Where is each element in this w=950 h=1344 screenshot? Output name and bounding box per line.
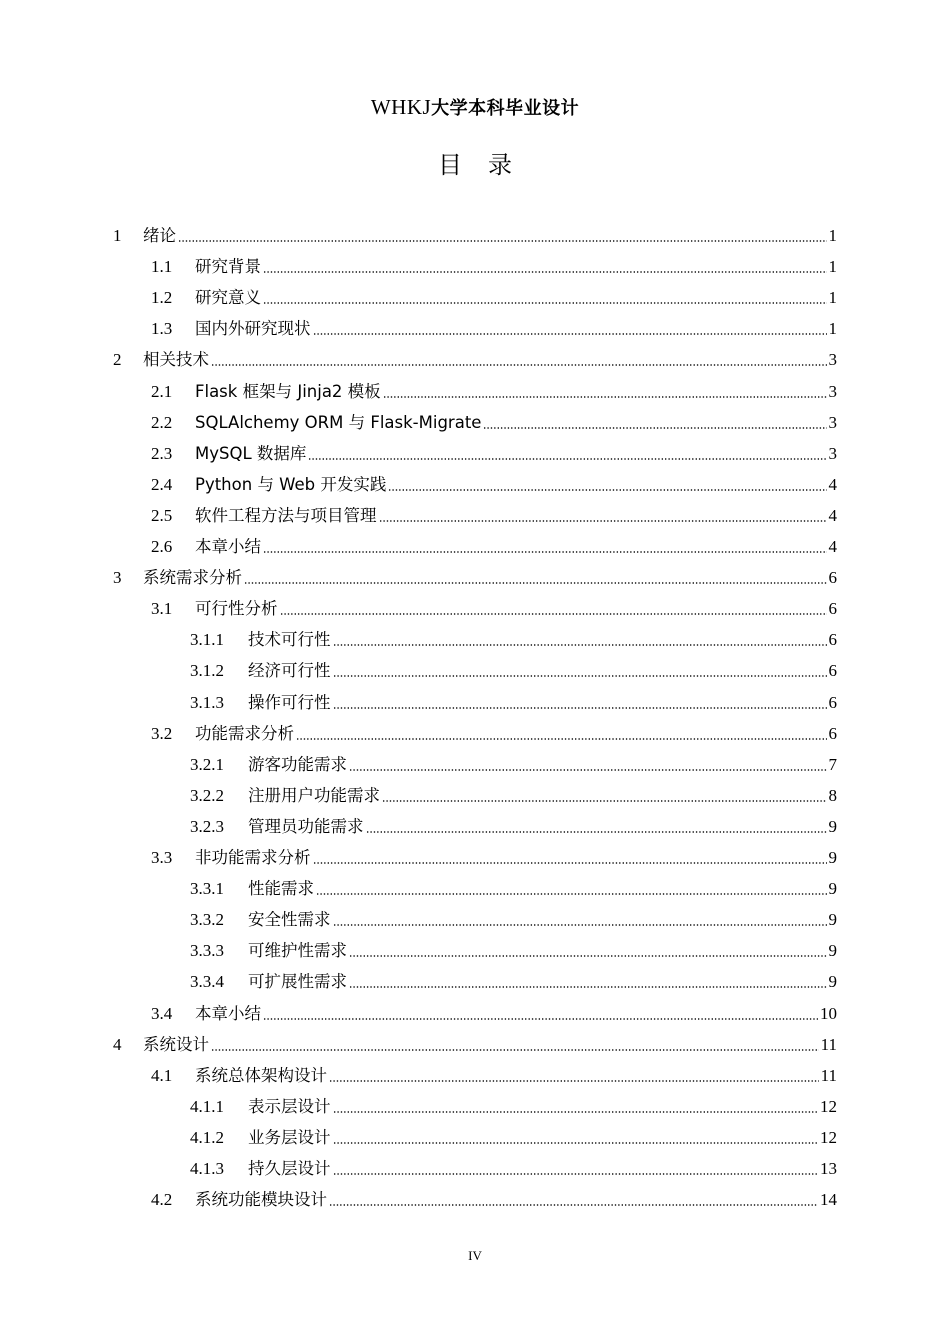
toc-entry-page-number: 6	[828, 692, 837, 712]
toc-dot-leader	[263, 270, 827, 274]
toc-dot-leader	[349, 954, 827, 958]
toc-entry-page-number: 1	[828, 319, 837, 339]
toc-dot-leader	[333, 674, 827, 678]
toc-entry[interactable]	[190, 619, 837, 650]
toc-entry[interactable]	[190, 1086, 837, 1117]
toc-entry[interactable]	[113, 215, 837, 246]
header-title-chinese: 大学本科毕业设计	[431, 98, 580, 119]
toc-dot-leader	[313, 332, 827, 336]
toc-entry-page-number: 1	[828, 288, 837, 308]
toc-entry[interactable]	[151, 993, 837, 1024]
toc-entry-title: 本章小结	[195, 537, 261, 556]
toc-dot-leader	[329, 1079, 819, 1083]
toc-entry-page-number: 10	[820, 1003, 837, 1023]
toc-entry-page-number: 6	[828, 568, 837, 588]
toc-entry[interactable]	[190, 1117, 837, 1148]
toc-entry-number: 4.1.2	[190, 1127, 224, 1147]
toc-entry[interactable]	[190, 775, 837, 806]
toc-entry-title: 系统总体架构设计	[195, 1065, 327, 1085]
toc-entry-number: 4.2	[151, 1190, 173, 1210]
toc-entry-number: 3.1	[151, 599, 173, 619]
toc-entry[interactable]	[151, 277, 837, 308]
toc-entry-number: 3.1.2	[190, 661, 224, 681]
toc-entry[interactable]	[190, 806, 837, 837]
toc-entry[interactable]	[190, 899, 837, 930]
toc-entry-title: 系统设计	[143, 1034, 209, 1054]
toc-dot-leader	[263, 301, 827, 305]
toc-entry-page-number: 4	[828, 537, 837, 556]
toc-dot-leader	[296, 737, 827, 741]
toc-entry-title: 绪论	[143, 226, 176, 245]
toc-entry-title: 软件工程方法与项目管理	[195, 505, 377, 525]
toc-entry[interactable]	[151, 371, 837, 402]
toc-dot-leader	[383, 395, 827, 399]
toc-entry[interactable]	[151, 402, 837, 433]
toc-entry-number: 3.2	[151, 723, 173, 743]
toc-dot-leader	[388, 488, 826, 492]
toc-entry[interactable]	[151, 433, 837, 464]
toc-entry-page-number: 9	[828, 879, 837, 899]
toc-dot-leader	[308, 457, 826, 461]
toc-dot-leader	[316, 892, 827, 896]
toc-dot-leader	[263, 550, 827, 554]
toc-entry[interactable]	[151, 495, 837, 526]
toc-entry-page-number: 12	[820, 1127, 837, 1147]
toc-entry-title: 业务层设计	[248, 1127, 331, 1147]
toc-entry-number: 1.2	[151, 288, 173, 308]
toc-entry-title: 游客功能需求	[248, 754, 347, 774]
toc-entry-number: 3.3	[151, 848, 173, 867]
toc-entry-number: 4.1.1	[190, 1096, 224, 1116]
toc-entry-title: 非功能需求分析	[195, 848, 311, 867]
toc-entry-number: 3.2.1	[190, 754, 224, 774]
toc-entry[interactable]	[151, 246, 837, 277]
toc-entry-number: 2.3	[151, 443, 173, 463]
toc-entry-number: 2.5	[151, 505, 173, 525]
toc-dot-leader	[178, 239, 827, 243]
page-header	[0, 94, 950, 120]
toc-entry-number: 3.3.1	[190, 879, 224, 899]
toc-entry-page-number: 9	[828, 848, 837, 867]
toc-entry-title: 系统功能模块设计	[195, 1190, 327, 1210]
toc-entry-title: 技术可行性	[248, 630, 331, 650]
toc-dot-leader	[211, 363, 827, 367]
toc-entry-page-number: 8	[828, 785, 837, 805]
toc-entry-number: 4	[113, 1034, 122, 1054]
toc-dot-leader	[483, 426, 826, 430]
toc-entry-page-number: 11	[820, 1034, 837, 1054]
toc-entry-title: 注册用户功能需求	[248, 785, 380, 805]
toc-dot-leader	[366, 830, 827, 834]
toc-entry-title: 可行性分析	[195, 599, 278, 619]
toc-entry-title: 国内外研究现状	[195, 319, 311, 339]
toc-entry-page-number: 3	[828, 412, 837, 432]
toc-entry[interactable]	[151, 837, 837, 868]
toc-dot-leader	[333, 643, 827, 647]
toc-entry-title: 相关技术	[143, 350, 209, 370]
toc-entry-title: Flask 框架与 Jinja2 模板	[195, 381, 381, 401]
toc-entry-title: 功能需求分析	[195, 723, 294, 743]
toc-dot-leader	[263, 1017, 818, 1021]
toc-entry-page-number: 7	[828, 754, 837, 774]
toc-entry-title: 持久层设计	[248, 1159, 331, 1178]
toc-entry-page-number: 1	[828, 226, 837, 245]
toc-dot-leader	[329, 1203, 818, 1207]
toc-entry-title: 操作可行性	[248, 692, 331, 712]
toc-entry-title: SQLAlchemy ORM 与 Flask-Migrate	[195, 412, 482, 432]
toc-entry[interactable]	[190, 868, 837, 899]
toc-entry[interactable]	[190, 930, 837, 961]
toc-entry-page-number: 6	[828, 661, 837, 681]
toc-entry-title: 可维护性需求	[248, 941, 347, 961]
toc-entry[interactable]	[190, 650, 837, 681]
toc-dot-leader	[244, 581, 827, 585]
toc-entry-number: 2.2	[151, 412, 173, 432]
toc-dot-leader	[333, 1110, 819, 1114]
toc-entry-page-number: 9	[828, 816, 837, 836]
toc-entry[interactable]	[113, 1024, 837, 1055]
toc-entry-page-number: 3	[828, 443, 837, 463]
toc-entry-title: 研究意义	[195, 288, 261, 308]
toc-entry[interactable]	[190, 744, 837, 775]
toc-entry-title: MySQL 数据库	[195, 443, 307, 463]
toc-entry-number: 3.1.1	[190, 630, 224, 650]
toc-entry-title: Python 与 Web 开发实践	[195, 474, 387, 494]
toc-entry[interactable]	[151, 588, 837, 619]
toc-entry[interactable]	[151, 1179, 837, 1210]
header-title-latin: WHKJ	[370, 95, 432, 119]
page-number-footer: IV	[468, 1248, 482, 1263]
toc-entry[interactable]	[151, 713, 837, 744]
toc-entry-page-number: 3	[828, 350, 837, 370]
toc-entry-number: 2.1	[151, 381, 173, 401]
toc-entry[interactable]	[151, 1055, 837, 1086]
toc-entry[interactable]	[190, 1148, 837, 1179]
toc-entry-title: 系统需求分析	[143, 568, 242, 588]
toc-entry-title: 经济可行性	[248, 661, 331, 681]
toc-entry-number: 2	[113, 350, 122, 370]
toc-entry-page-number: 9	[828, 972, 837, 992]
toc-entry-page-number: 3	[828, 381, 837, 401]
toc-dot-leader	[313, 861, 827, 865]
toc-entry-number: 3.3.4	[190, 972, 224, 992]
toc-dot-leader	[333, 706, 827, 710]
toc-entry-number: 2.4	[151, 474, 173, 494]
toc-entry-page-number: 12	[820, 1096, 837, 1116]
toc-dot-leader	[333, 1172, 819, 1176]
toc-entry-page-number: 1	[828, 257, 837, 277]
toc-entry-number: 1	[113, 226, 122, 245]
toc-entry-page-number: 11	[820, 1065, 837, 1085]
toc-entry-number: 3.1.3	[190, 692, 224, 712]
toc-entry[interactable]	[113, 557, 837, 588]
toc-entry-title: 安全性需求	[248, 910, 331, 930]
toc-entry-title: 可扩展性需求	[248, 972, 347, 992]
toc-entry-page-number: 13	[820, 1159, 837, 1178]
toc-dot-leader	[280, 612, 827, 616]
toc-heading: 目录	[438, 151, 538, 179]
toc-dot-leader	[382, 799, 827, 803]
toc-dot-leader	[211, 1048, 819, 1052]
toc-entry-page-number: 6	[828, 630, 837, 650]
toc-entry-number: 3.4	[151, 1003, 173, 1023]
toc-dot-leader	[349, 768, 827, 772]
toc-entry-number: 3.3.2	[190, 910, 224, 930]
toc-entry-number: 2.6	[151, 537, 173, 556]
toc-entry-number: 4.1.3	[190, 1159, 224, 1178]
toc-entry-title: 管理员功能需求	[248, 816, 364, 836]
toc-entry-title: 研究背景	[195, 257, 261, 277]
toc-entry-page-number: 9	[828, 941, 837, 961]
toc-entry-number: 4.1	[151, 1065, 173, 1085]
toc-entry-page-number: 4	[828, 474, 837, 494]
toc-entry-title: 性能需求	[248, 879, 314, 899]
toc-entry[interactable]	[151, 308, 837, 339]
toc-entry[interactable]	[151, 464, 837, 495]
toc-dot-leader	[333, 1141, 819, 1145]
toc-entry[interactable]	[190, 682, 837, 713]
toc-dot-leader	[349, 985, 827, 989]
toc-entry-number: 1.3	[151, 319, 173, 339]
toc-entry-number: 3.3.3	[190, 941, 224, 961]
toc-entry-title: 表示层设计	[248, 1096, 331, 1116]
toc-entry-page-number: 9	[828, 910, 837, 930]
toc-entry[interactable]	[113, 339, 837, 370]
toc-entry[interactable]	[151, 526, 837, 557]
toc-entry[interactable]	[190, 961, 837, 992]
toc-entry-page-number: 6	[828, 599, 837, 619]
toc-entry-page-number: 6	[828, 723, 837, 743]
toc-entry-page-number: 14	[820, 1190, 837, 1210]
toc-entry-number: 3	[113, 568, 122, 588]
toc-entry-title: 本章小结	[195, 1003, 261, 1023]
toc-entry-number: 1.1	[151, 257, 173, 277]
toc-dot-leader	[333, 923, 827, 927]
toc-entry-number: 3.2.3	[190, 816, 224, 836]
toc-dot-leader	[379, 519, 827, 523]
toc-entry-number: 3.2.2	[190, 785, 224, 805]
toc-entry-page-number: 4	[828, 505, 837, 525]
